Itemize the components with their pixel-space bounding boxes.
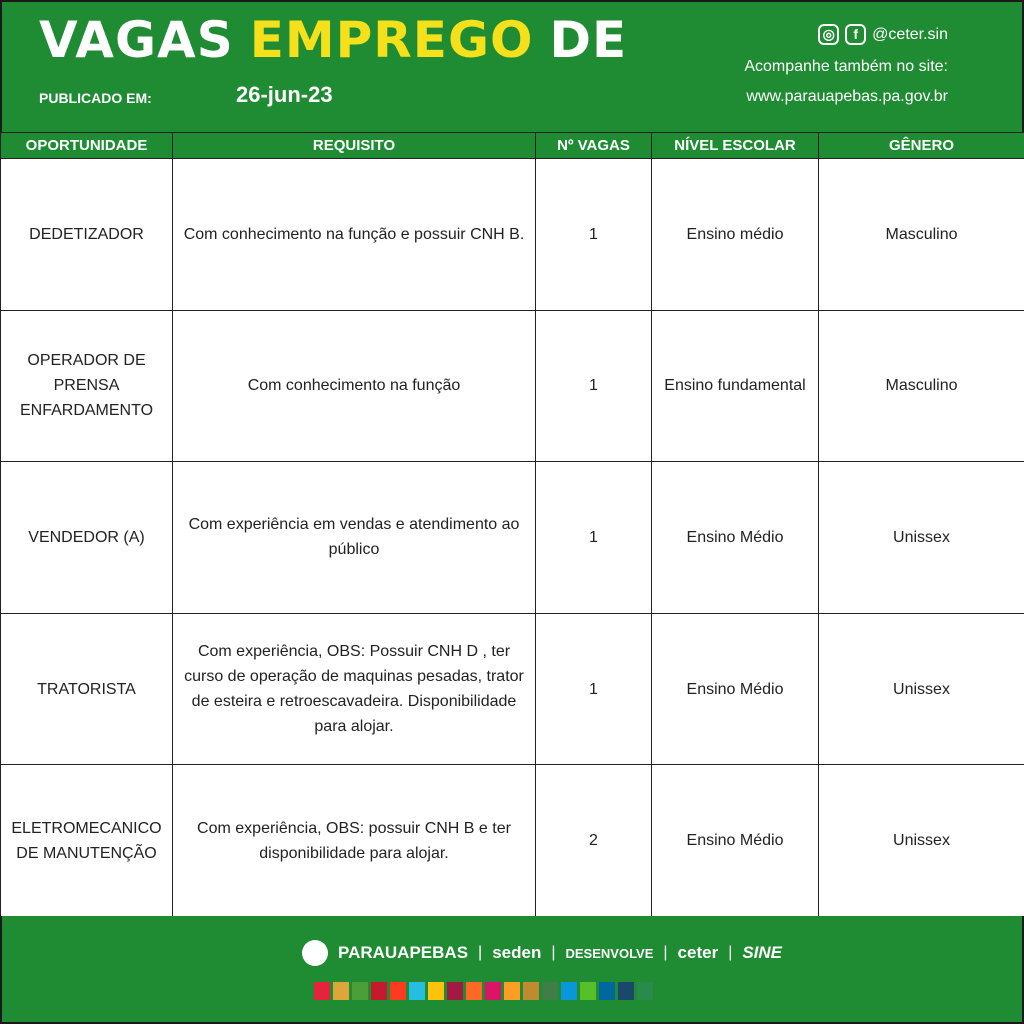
sdg-icon bbox=[314, 982, 330, 1000]
cell-nivel: Ensino Médio bbox=[652, 613, 819, 765]
page-title bbox=[39, 10, 627, 70]
desenvolve-logo: DESENVOLVE bbox=[565, 945, 654, 961]
cell-oportunidade: TRATORISTA bbox=[1, 613, 173, 765]
cell-genero: Unissex bbox=[819, 613, 1024, 765]
sdg-icon bbox=[618, 982, 634, 1000]
cell-nivel: Ensino Médio bbox=[652, 765, 819, 917]
sdg-icon bbox=[466, 982, 482, 1000]
title-de: DE bbox=[549, 11, 628, 69]
sdg-icon bbox=[371, 982, 387, 1000]
table-row bbox=[1, 765, 1024, 917]
ceter-logo: ceter bbox=[677, 943, 719, 962]
sdg-icon bbox=[485, 982, 501, 1000]
col-vagas: Nº VAGAS bbox=[536, 133, 652, 159]
title-vagas: VAGAS bbox=[39, 11, 234, 69]
cell-genero: Masculino bbox=[819, 159, 1024, 311]
sdg-icon bbox=[637, 982, 653, 1000]
cell-nivel: Ensino fundamental bbox=[652, 310, 819, 462]
cell-vagas: 1 bbox=[536, 310, 652, 462]
cell-vagas: 2 bbox=[536, 765, 652, 917]
seden-logo: seden bbox=[492, 943, 542, 962]
cell-genero: Unissex bbox=[819, 765, 1024, 917]
sdg-icon bbox=[523, 982, 539, 1000]
cell-requisito: Com experiência em vendas e atendimento ao público bbox=[173, 462, 536, 614]
header bbox=[0, 0, 1024, 132]
sdg-icon bbox=[504, 982, 520, 1000]
cell-genero: Masculino bbox=[819, 310, 1024, 462]
social-handle: @ceter.sin bbox=[872, 25, 948, 43]
published-label: PUBLICADO EM: bbox=[39, 90, 152, 106]
sdg-icon bbox=[599, 982, 615, 1000]
sdg-icon bbox=[580, 982, 596, 1000]
parauapebas-logo-text: PARAUAPEBAS bbox=[338, 943, 469, 962]
col-nivel: NÍVEL ESCOLAR bbox=[652, 133, 819, 159]
col-oportunidade: OPORTUNIDADE bbox=[1, 133, 173, 159]
sine-logo: SINE bbox=[742, 943, 783, 962]
sdg-icon bbox=[409, 982, 425, 1000]
col-genero: GÊNERO bbox=[819, 133, 1024, 159]
sdg-icon bbox=[542, 982, 558, 1000]
facebook-icon: f bbox=[845, 24, 866, 45]
site-url: www.parauapebas.pa.gov.br bbox=[746, 88, 948, 105]
sdg-icon bbox=[561, 982, 577, 1000]
cell-requisito: Com conhecimento na função bbox=[173, 310, 536, 462]
cell-vagas: 1 bbox=[536, 159, 652, 311]
sdg-icon bbox=[390, 982, 406, 1000]
instagram-icon: ◎ bbox=[818, 24, 839, 45]
cell-requisito: Com experiência, OBS: possuir CNH B e ter disponibilidade para alojar. bbox=[173, 765, 536, 917]
cell-vagas: 1 bbox=[536, 462, 652, 614]
sdg-icon bbox=[352, 982, 368, 1000]
table-row bbox=[1, 159, 1024, 311]
cell-oportunidade: DEDETIZADOR bbox=[1, 159, 173, 311]
sdg-icon bbox=[333, 982, 349, 1000]
cell-nivel: Ensino médio bbox=[652, 159, 819, 311]
table-row bbox=[1, 613, 1024, 765]
site-label: Acompanhe também no site: bbox=[744, 58, 948, 75]
title-emprego: EMPREGO bbox=[249, 11, 534, 69]
cell-vagas: 1 bbox=[536, 613, 652, 765]
table-row bbox=[1, 310, 1024, 462]
publish-date: 26-jun-23 bbox=[236, 82, 333, 107]
cell-genero: Unissex bbox=[819, 462, 1024, 614]
cell-nivel: Ensino Médio bbox=[652, 462, 819, 614]
table-row bbox=[1, 462, 1024, 614]
social bbox=[818, 24, 948, 45]
sdg-icon bbox=[428, 982, 444, 1000]
cell-oportunidade: ELETROMECANICO DE MANUTENÇÃO bbox=[1, 765, 173, 917]
cell-requisito: Com conhecimento na função e possuir CNH B. bbox=[173, 159, 536, 311]
col-requisito: REQUISITO bbox=[173, 133, 536, 159]
sdg-icon bbox=[447, 982, 463, 1000]
parauapebas-logo bbox=[302, 940, 328, 966]
partner-logos: PARAUAPEBAS | seden | DESENVOLVE | ceter | SINE bbox=[302, 940, 782, 966]
sdg-icons bbox=[314, 982, 653, 1000]
jobs-table bbox=[0, 132, 1024, 917]
cell-oportunidade: OPERADOR DE PRENSA ENFARDAMENTO bbox=[1, 310, 173, 462]
footer bbox=[0, 916, 1024, 1024]
cell-oportunidade: VENDEDOR (A) bbox=[1, 462, 173, 614]
cell-requisito: Com experiência, OBS: Possuir CNH D , ter curso de operação de maquinas pesadas, trator de esteira e retroescavadeira. Disponibilidade para alojar. bbox=[173, 613, 536, 765]
